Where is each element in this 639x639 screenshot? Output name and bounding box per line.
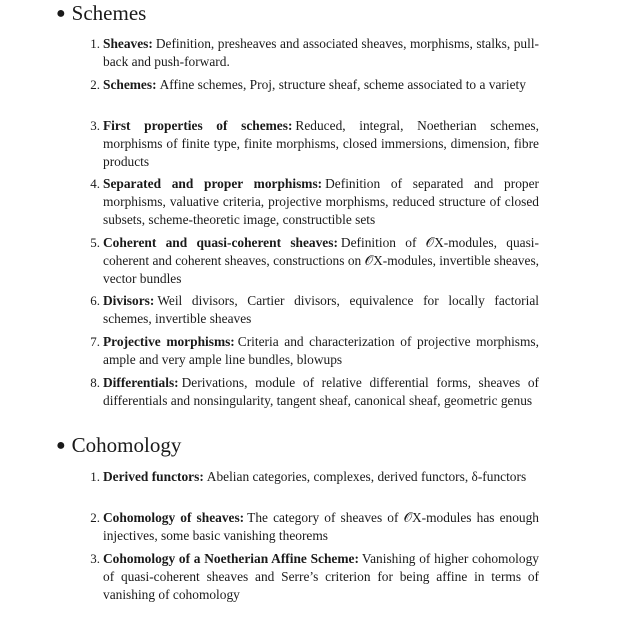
section-heading: [56, 1, 146, 26]
item-title: Differentials:: [103, 375, 179, 390]
section-title: Cohomology: [71, 433, 182, 457]
item-number: 6.: [90, 293, 100, 308]
item-title: Separated and proper morphisms:: [103, 176, 323, 191]
item-title: Schemes:: [103, 77, 157, 92]
item-text: Definition of separated and proper morphisms, valuative criteria, projective morphisms, reduced structure of closed subsets, scheme-theoretic image, constructible sets: [103, 176, 539, 227]
item-body: [103, 292, 539, 328]
item-body: [103, 333, 539, 369]
item-body: [103, 234, 539, 288]
item-text: Affine schemes, Proj, structure sheaf, scheme associated to a variety: [159, 77, 526, 92]
item-title: Derived functors:: [103, 469, 204, 484]
item-body: [103, 76, 539, 94]
item-title: Cohomology of a Noetherian Affine Scheme:: [103, 551, 359, 566]
item-body: [103, 550, 539, 604]
bullet-icon: ●: [56, 437, 66, 454]
item-number: 1.: [90, 36, 100, 51]
item-number: 5.: [90, 235, 100, 250]
item-text: Definition of 𝒪X-modules, quasi-coherent and coherent sheaves, constructions on 𝒪X-modules, invertible sheaves, vector bundles: [103, 235, 539, 286]
item-title: Projective morphisms:: [103, 334, 235, 349]
item-text: Reduced, integral, Noetherian schemes, morphisms of finite type, finite morphisms, closed immersions, dimension, fibre products: [103, 118, 539, 169]
bullet-icon: ●: [56, 5, 66, 22]
item-title: Cohomology of sheaves:: [103, 510, 245, 525]
item-body: [103, 117, 539, 171]
item-number: 3.: [90, 118, 100, 133]
item-number: 1.: [90, 469, 100, 484]
item-text: Definition, presheaves and associated sheaves, morphisms, stalks, pull-back and push-forward.: [103, 36, 539, 69]
section-title: Schemes: [71, 1, 147, 25]
section-heading: [56, 433, 181, 458]
item-title: Divisors:: [103, 293, 155, 308]
item-text: Derivations, module of relative differential forms, sheaves of differentials and nonsingularity, tangent sheaf, canonical sheaf, geometric genus: [103, 375, 539, 408]
item-title: Coherent and quasi-coherent sheaves:: [103, 235, 338, 250]
item-number: 7.: [90, 334, 100, 349]
item-text: Criteria and characterization of projective morphisms, ample and very ample line bundles, blowups: [103, 334, 539, 367]
item-text: The category of sheaves of 𝒪X-modules has enough injectives, some basic vanishing theorems: [103, 510, 540, 543]
item-body: [103, 374, 539, 410]
item-text: Abelian categories, complexes, derived functors, δ-functors: [206, 469, 527, 484]
item-number: 3.: [90, 551, 100, 566]
item-body: [103, 468, 539, 486]
item-number: 2.: [90, 77, 100, 92]
item-number: 8.: [90, 375, 100, 390]
item-title: First properties of schemes:: [103, 118, 293, 133]
item-text: Weil divisors, Cartier divisors, equivalence for locally factorial schemes, invertible sheaves: [103, 293, 539, 326]
item-text: Vanishing of higher cohomology of quasi-coherent sheaves and Serre’s criterion for being affine in terms of vanishing of cohomology: [103, 551, 539, 602]
item-body: [103, 175, 539, 229]
item-body: [103, 35, 539, 71]
item-number: 4.: [90, 176, 100, 191]
item-title: Sheaves:: [103, 36, 153, 51]
item-number: 2.: [90, 510, 100, 525]
item-body: [103, 509, 539, 545]
